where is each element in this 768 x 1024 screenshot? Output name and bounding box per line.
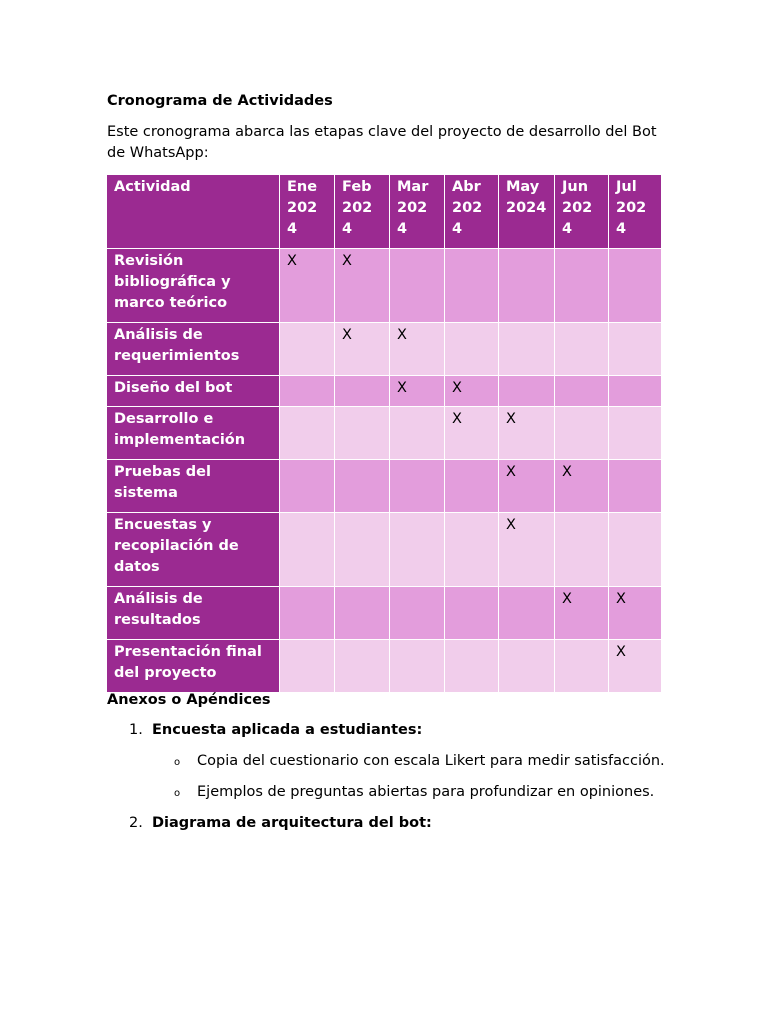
annex-item bbox=[107, 720, 667, 741]
activity-cell: Presentación final del proyecto bbox=[107, 640, 280, 693]
activity-cell: Desarrollo e implementación bbox=[107, 407, 280, 460]
month-cell bbox=[499, 640, 555, 693]
month-cell bbox=[555, 513, 609, 587]
annex-subitem-text: Ejemplos de preguntas abiertas para profundizar en opiniones. bbox=[197, 784, 655, 800]
activity-cell: Encuestas y recopilación de datos bbox=[107, 513, 280, 587]
month-cell bbox=[499, 376, 555, 407]
table-row bbox=[107, 249, 662, 323]
activity-cell: Revisión bibliográfica y marco teórico bbox=[107, 249, 280, 323]
table-row bbox=[107, 407, 662, 460]
month-cell: X bbox=[609, 587, 662, 640]
month-cell bbox=[445, 460, 499, 513]
month-cell bbox=[609, 513, 662, 587]
annex-item-number: 1. bbox=[129, 722, 143, 738]
month-cell bbox=[335, 407, 390, 460]
month-cell bbox=[390, 640, 445, 693]
header-month: Mar 202 4 bbox=[390, 175, 445, 249]
month-cell bbox=[390, 407, 445, 460]
annex-item bbox=[107, 813, 667, 834]
month-cell bbox=[445, 249, 499, 323]
activity-cell: Pruebas del sistema bbox=[107, 460, 280, 513]
month-cell bbox=[499, 587, 555, 640]
month-cell: X bbox=[555, 587, 609, 640]
table-row bbox=[107, 587, 662, 640]
month-cell bbox=[609, 323, 662, 376]
header-month: Jun 202 4 bbox=[555, 175, 609, 249]
month-cell bbox=[390, 587, 445, 640]
bullet-icon: o bbox=[174, 757, 181, 768]
month-cell bbox=[499, 323, 555, 376]
month-cell: X bbox=[499, 460, 555, 513]
month-cell: X bbox=[335, 323, 390, 376]
month-cell bbox=[555, 323, 609, 376]
annex-item-label: Diagrama de arquitectura del bot: bbox=[152, 815, 432, 831]
month-cell bbox=[280, 587, 335, 640]
month-cell: X bbox=[445, 376, 499, 407]
month-cell bbox=[609, 460, 662, 513]
month-cell bbox=[335, 513, 390, 587]
month-cell bbox=[609, 407, 662, 460]
table-body bbox=[107, 249, 662, 693]
month-cell: X bbox=[280, 249, 335, 323]
month-cell: X bbox=[499, 513, 555, 587]
month-cell bbox=[335, 376, 390, 407]
header-month: Abr 202 4 bbox=[445, 175, 499, 249]
month-cell bbox=[280, 460, 335, 513]
header-month: May 2024 bbox=[499, 175, 555, 249]
header-month: Jul 202 4 bbox=[609, 175, 662, 249]
month-cell bbox=[499, 249, 555, 323]
activity-cell: Análisis de requerimientos bbox=[107, 323, 280, 376]
month-cell bbox=[335, 587, 390, 640]
schedule-table bbox=[106, 174, 662, 693]
header-row bbox=[107, 175, 662, 249]
month-cell bbox=[390, 513, 445, 587]
month-cell bbox=[390, 249, 445, 323]
month-cell bbox=[555, 640, 609, 693]
page-title: Cronograma de Actividades bbox=[107, 93, 333, 109]
month-cell: X bbox=[609, 640, 662, 693]
month-cell: X bbox=[335, 249, 390, 323]
month-cell bbox=[445, 513, 499, 587]
month-cell bbox=[335, 460, 390, 513]
month-cell bbox=[555, 376, 609, 407]
annex-item-number: 2. bbox=[129, 815, 143, 831]
month-cell bbox=[280, 513, 335, 587]
intro-paragraph: Este cronograma abarca las etapas clave del proyecto de desarrollo del Bot de WhatsApp: bbox=[107, 124, 657, 161]
month-cell bbox=[280, 376, 335, 407]
annex-item-label: Encuesta aplicada a estudiantes: bbox=[152, 722, 423, 738]
month-cell bbox=[335, 640, 390, 693]
month-cell bbox=[445, 640, 499, 693]
month-cell bbox=[609, 376, 662, 407]
bullet-icon: o bbox=[174, 788, 181, 799]
month-cell: X bbox=[555, 460, 609, 513]
annex-list bbox=[107, 720, 667, 844]
table-row bbox=[107, 513, 662, 587]
activity-cell: Análisis de resultados bbox=[107, 587, 280, 640]
header-month: Feb 202 4 bbox=[335, 175, 390, 249]
table-row bbox=[107, 640, 662, 693]
month-cell bbox=[555, 407, 609, 460]
month-cell bbox=[390, 460, 445, 513]
month-cell: X bbox=[445, 407, 499, 460]
month-cell: X bbox=[390, 376, 445, 407]
table-row bbox=[107, 376, 662, 407]
month-cell bbox=[609, 249, 662, 323]
month-cell: X bbox=[499, 407, 555, 460]
annex-subitem bbox=[174, 751, 667, 772]
activity-cell: Diseño del bot bbox=[107, 376, 280, 407]
table-row bbox=[107, 323, 662, 376]
header-month: Ene 202 4 bbox=[280, 175, 335, 249]
table-row bbox=[107, 460, 662, 513]
month-cell bbox=[280, 407, 335, 460]
annex-subitem-text: Copia del cuestionario con escala Likert para medir satisfacción. bbox=[197, 753, 665, 769]
month-cell: X bbox=[390, 323, 445, 376]
month-cell bbox=[445, 587, 499, 640]
annex-title: Anexos o Apéndices bbox=[107, 692, 271, 708]
month-cell bbox=[445, 323, 499, 376]
month-cell bbox=[280, 640, 335, 693]
month-cell bbox=[555, 249, 609, 323]
annex-subitem bbox=[174, 782, 667, 803]
header-activity: Actividad bbox=[107, 175, 280, 249]
month-cell bbox=[280, 323, 335, 376]
